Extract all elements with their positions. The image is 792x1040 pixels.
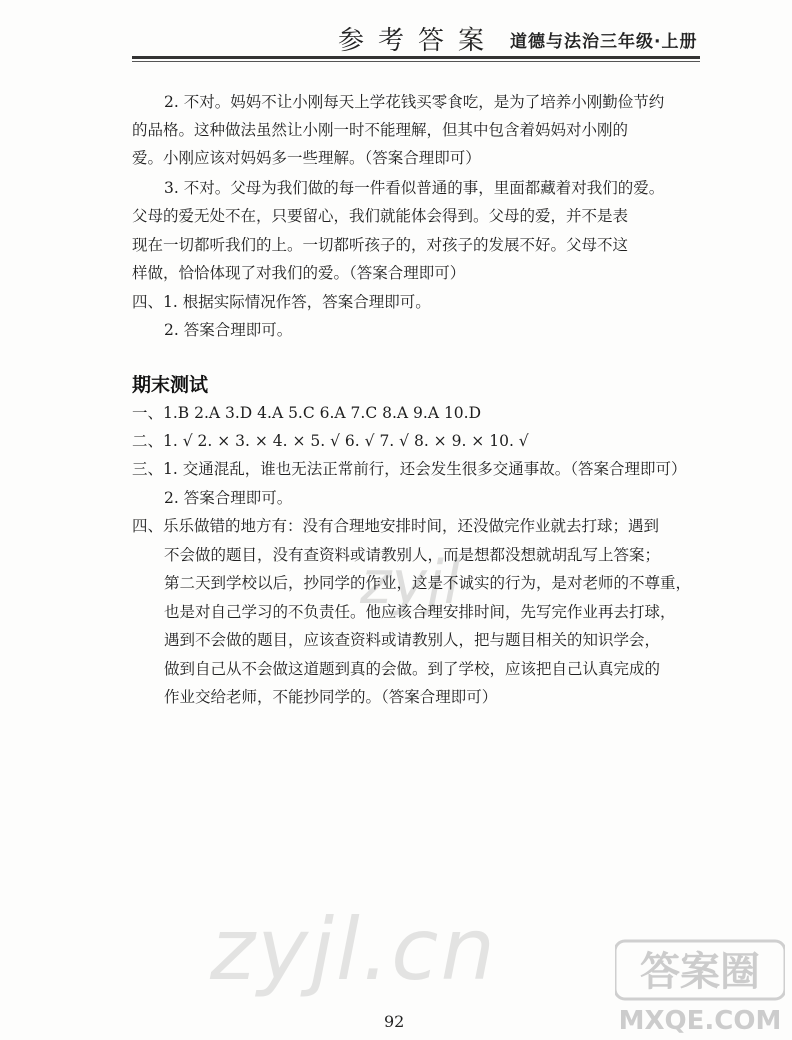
exam-line: 2. 答案合理即可。	[164, 489, 293, 507]
logo-icon	[615, 935, 785, 1035]
exam-line: 不会做的题目，没有查资料或请教别人，而是想都没想就胡乱写上答案；	[164, 546, 661, 564]
exam-line: 四、乐乐做错的地方有：没有合理地安排时间，还没做完作业就去打球；遇到	[132, 517, 660, 535]
header-rule-thin	[132, 61, 700, 62]
body-line: 2. 答案合理即可。	[164, 321, 293, 339]
body-line: 2. 不对。妈妈不让小刚每天上学花钱买零食吃，是为了培养小刚勤俭节约	[164, 93, 665, 111]
exam-line: 也是对自己学习的不负责任。他应该合理安排时间，先写完作业再去打球，	[164, 603, 676, 621]
header-rule-thick	[132, 56, 700, 59]
exam-line: 作业交给老师，不能抄同学的。（答案合理即可）	[164, 688, 498, 706]
exam-line: 做到自己从不会做这道题到真的会做。到了学校，应该把自己认真完成的	[164, 660, 661, 678]
logo-text: 答案圈	[640, 949, 760, 995]
page-number: 92	[384, 1012, 405, 1031]
page-header	[0, 0, 792, 64]
exam-line: 一、1.B 2.A 3.D 4.A 5.C 6.A 7.C 8.A 9.A 10.D	[132, 404, 482, 422]
header-title: 参考答案	[338, 26, 499, 56]
body-line: 爱。小刚应该对妈妈多一些理解。（答案合理即可）	[132, 149, 481, 167]
body-line: 父母的爱无处不在，只要留心，我们就能体会得到。父母的爱，并不是表	[132, 207, 629, 225]
body-line: 四、1. 根据实际情况作答，答案合理即可。	[132, 293, 431, 311]
section-title: 期末测试	[132, 374, 209, 396]
watermark-mid: zyjl	[360, 548, 461, 618]
exam-line: 二、1. √ 2. × 3. × 4. × 5. √ 6. √ 7. √ 8. × 9. × 10. √	[132, 432, 529, 450]
watermark-site: zyjl.cn	[210, 900, 497, 1000]
exam-line: 三、1. 交通混乱，谁也无法正常前行，还会发生很多交通事故。（答案合理即可）	[132, 460, 687, 478]
body-line: 的品格。这种做法虽然让小刚一时不能理解，但其中包含着妈妈对小刚的	[132, 121, 629, 139]
exam-line: 遇到不会做的题目，应该查资料或请教别人，把与题目相关的知识学会，	[164, 631, 661, 649]
exam-line: 第二天到学校以后，抄同学的作业，这是不诚实的行为，是对老师的不尊重，	[164, 574, 692, 592]
answer-logo	[615, 935, 785, 1035]
header-subtitle: 道德与法治三年级·上册	[510, 32, 698, 52]
body-line: 样做，恰恰体现了对我们的爱。（答案合理即可）	[132, 264, 466, 282]
body-line: 现在一切都听我们的上。一切都听孩子的，对孩子的发展不好。父母不这	[132, 236, 629, 254]
logo-url: MXQE.COM	[618, 1006, 782, 1035]
body-line: 3. 不对。父母为我们做的每一件看似普通的事，里面都藏着对我们的爱。	[164, 179, 665, 197]
